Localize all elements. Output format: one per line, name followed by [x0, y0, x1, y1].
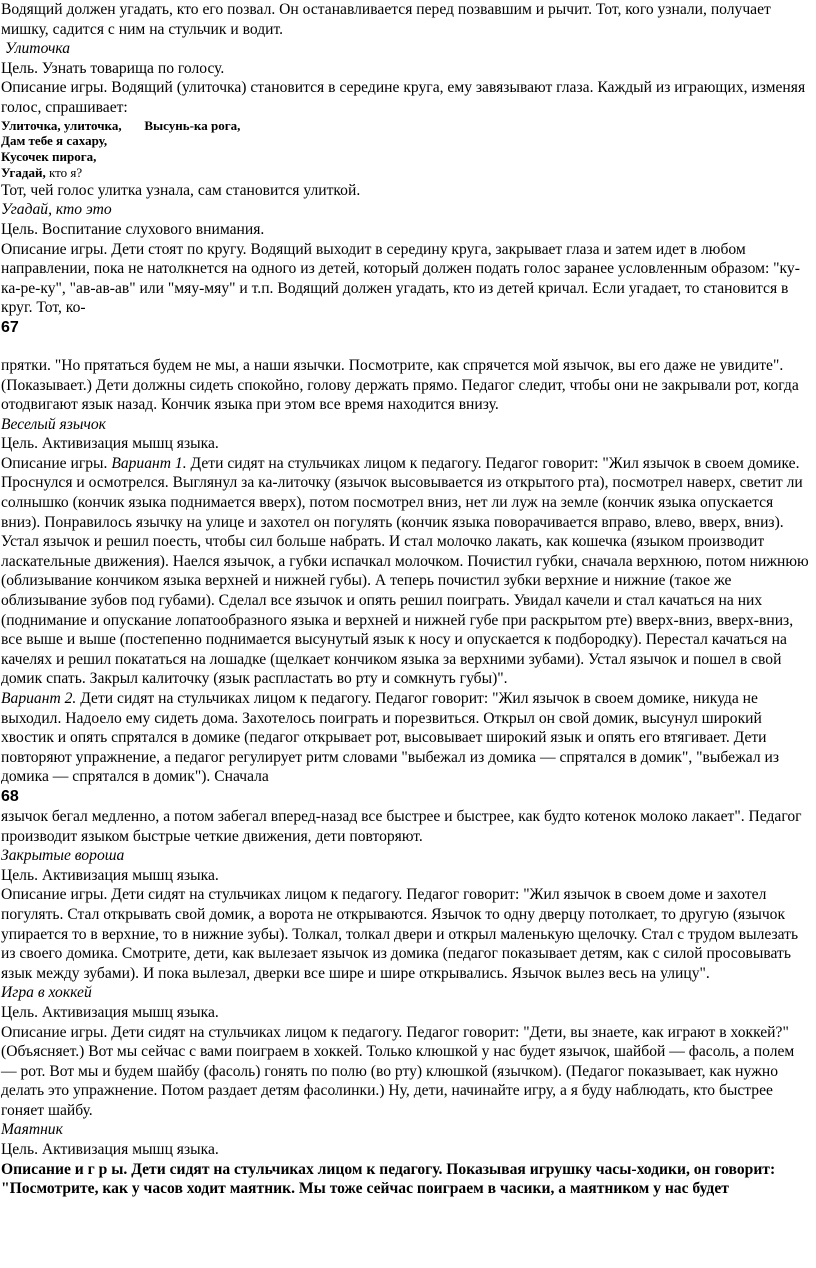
goal-mayatnik: Цель. Активизация мышц языка. [1, 1141, 219, 1159]
poem-line-4-regular: кто я? [45, 164, 83, 180]
page-break-gap [1, 338, 813, 356]
poem-line-1: Улиточка, улиточка, Высунь-ка рога, [1, 117, 241, 133]
page-number-68: 68 [1, 787, 19, 805]
description-label: Описание игры. [1, 454, 112, 472]
goal-zakrytye-vorota: Цель. Активизация мышц языка. [1, 866, 219, 884]
page-number-67: 67 [1, 318, 19, 336]
poem-line-4 [1, 165, 813, 181]
variant-1-text: Дети сидят на стульчиках лицом к педагогу. Педагог говорит: "Жил язычок в своем домике. Проснулся и осмотрелся. Выглянул за ка-литочку (язычок высовывается из открытого рта), посмотрел наверх, светит ли солнышко (кончик языка поднимается вверх), потом посмотрел вниз, нет ли луж на земле (кончик языка опускается вниз). Понравилось язычку на улице и захотел он погулять (кончик языка поворачивается вправо, влево, вверх, вниз). Устал язычок и решил поесть, чтобы сил больше набрать. И стал молочко лакать, как кошечка (языком производит ласкательные движения). Наелся язычок, а губки испачкал молочком. Почистил губки, сначала верхнюю, потом нижнюю (облизывание кончиком языка верхней и нижней губы). А теперь почистил зубки верхние и нижние (такое же облизывание зубов под губами). Сделал все язычок и опять решил поиграть. Увидал качели и стал качаться на них (поднимание и опускание лопатообразного языка и верхней и нижней губе при раскрытом рте) вверх-вниз, вверх-вниз, все выше и выше (постепенно поднимается высунутый язык к носу и опускается к подбородку). Перестал качаться на качелях и решил покататься на лошадке (щелкает кончиком языка за верхними зубами). Устал язычок и пошел в свой домик спать. Закрыл калиточку (язык распластать во рту и сомкнуть губы)". [1, 454, 809, 688]
description-variant-1 [1, 454, 813, 689]
variant-2-label: Вариант 2. [1, 690, 77, 707]
game-title-ulitochka: Улиточка [5, 40, 71, 58]
poem-line-2: Дам тебе я сахару, [1, 133, 108, 149]
description-zakrytye-vorota: Описание игры. Дети сидят на стульчиках лицом к педагогу. Педагог говорит: "Жил язычок в своем доме и захотел погулять. Стал открывать свой домик, а ворота не открываются. Язычок то одну дверцу потолкает, то другую (язычок упирается то в верхние, то в нижние зубы). Толкал, толкал двери и открыл маленькую щелочку. Стал с трудом вылезать из своего домика. Смотрите, дети, как вылезает язычок из домика (педагог показывает детям, как с силой просовывать язык между зубами). И пока вылезал, дверки все шире и шире открывались. Язычок вылез весь на улицу". [1, 886, 799, 982]
paragraph-intro: Водящий должен угадать, кто его позвал. Он останавливается перед позвавшим и рычит. Тот, кого узнали, получает мишку, садится с ним на стульчик и водит. [1, 1, 771, 38]
description-variant-2 [1, 689, 813, 787]
poem [1, 118, 813, 181]
paragraph-pryatki: прятки. "Но прятаться будем не мы, а наши язычки. Посмотрите, как спрячется мой язычок, вы его даже не увидите". (Показывает.) Дети должны сидеть спокойно, голову держать прямо. Педагог следит, чтобы они не закрывали рот, когда отодвигают язык назад. Кончик языка при этом все время находится внизу. [1, 356, 799, 414]
description-hockey: Описание игры. Дети сидят на стульчиках лицом к педагогу. Педагог говорит: "Дети, вы знаете, как играют в хоккей?" (Объясняет.) Вот мы сейчас с вами поиграем в хоккей. Только клюшкой у нас будет язычок, шайбой — фасоль, а полем — рот. Вот мы и будем шайбу (фасоль) гонять по полю (во рту) клюшкой (язычком). (Педагог показывает, как нужно делать это упражнение. Потом раздает детям фасолинки.) Ну, дети, начинайте игру, а я буду наблюдать, кто быстрее гоняет шайбу. [1, 1023, 795, 1119]
game-title-hockey: Игра в хоккей [1, 984, 92, 1002]
poem-line-4-bold: Угадай, [1, 164, 46, 180]
goal-hockey: Цель. Активизация мышц языка. [1, 1003, 219, 1021]
description-ulitochka: Описание игры. Водящий (улиточка) становится в середине круга, ему завязывают глаза. Каждый из играющих, изменяя голос, спрашивает: [1, 79, 806, 116]
goal-veselyi-yazychok: Цель. Активизация мышц языка. [1, 435, 219, 453]
goal-ulitochka: Цель. Узнать товарища по голосу. [1, 59, 225, 77]
description-ugaday: Описание игры. Дети стоят по кругу. Водящий выходит в середину круга, закрывает глаза и затем идет в любом направлении, пока не натолкнется на одного из детей, который должен подать голос заранее условленным образом: "ку-ка-ре-ку", "ав-ав-ав" или "мяу-мяу" и т.п. Водящий должен угадать, кто из детей кричал. Если угадает, то становится в круг. Тот, ко- [1, 240, 800, 317]
game-title-ugaday: Угадай, кто это [1, 201, 112, 219]
paragraph-continuation: язычок бегал медленно, а потом забегал вперед-назад все быстрее и быстрее, как будто котенок молоко лакает". Педагог производит языком быстрые четкие движения, дети повторяют. [1, 807, 802, 845]
game-title-mayatnik: Маятник [1, 1121, 63, 1139]
description-mayatnik: Описание и г р ы. Дети сидят на стульчиках лицом к педагогу. Показывая игрушку часы-ходики, он говорит: "Посмотрите, как у часов ходит маятник. Мы тоже сейчас поиграем в часики, а маятником у нас будет [1, 1160, 776, 1198]
paragraph-ulitka-result: Тот, чей голос улитка узнала, сам становится улиткой. [1, 181, 361, 199]
poem-line-3: Кусочек пирога, [1, 149, 97, 165]
goal-ugaday: Цель. Воспитание слухового внимания. [1, 220, 265, 238]
game-title-veselyi-yazychok: Веселый язычок [1, 415, 106, 433]
game-title-zakrytye-vorota: Закрытые вороша [1, 847, 125, 865]
variant-1-label: Вариант 1. [111, 454, 187, 472]
variant-2-text: Дети сидят на стульчиках лицом к педагогу. Педагог говорит: "Жил язычок в своем домике, никуда не выходил. Надоело ему сидеть дома. Захотелось поиграть и порезвиться. Открыл он свой домик, высунул широкий хвостик и опять спрятался в домике (педагог открывает рот, высовывает широкий язык и опять его втягивает. Дети повторяют упражнение, а педагог регулирует ритм словами "выбежал из домика — спрятался в домик", "выбежал из домика — спрятался в домик"). Сначала [1, 690, 780, 786]
